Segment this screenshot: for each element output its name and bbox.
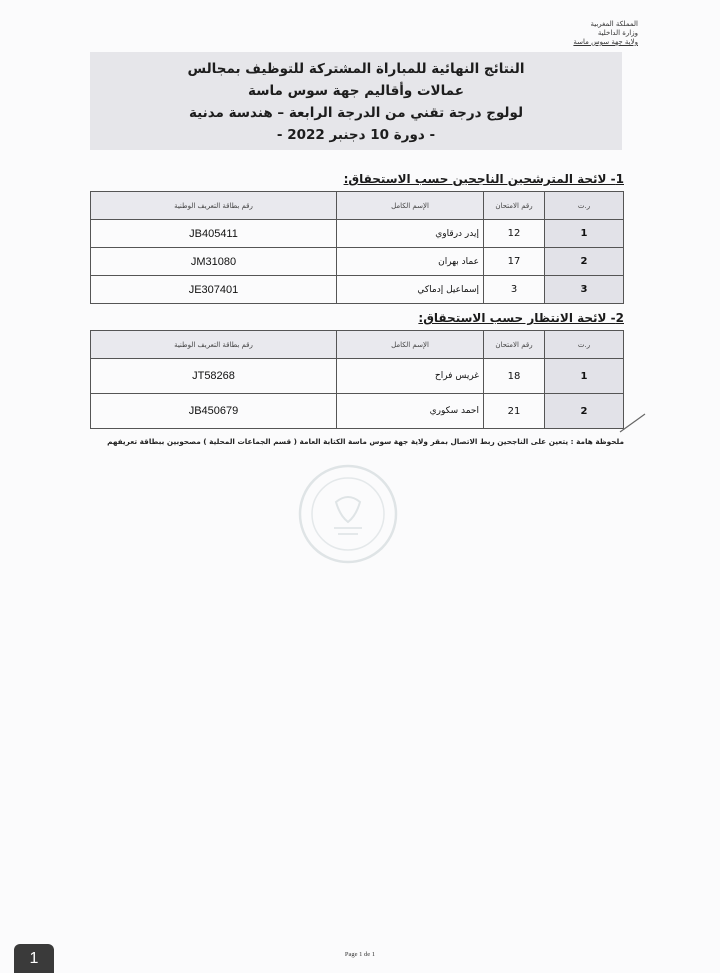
col-header-full-name: الإسم الكامل (337, 331, 484, 359)
col-header-national-id: رقم بطاقة التعريف الوطنية (91, 331, 337, 359)
cell-national-id: JT58268 (91, 359, 337, 394)
title-line-4: - دورة 10 دجنبر 2022 - (276, 127, 436, 143)
issuing-authority (573, 20, 638, 47)
table-row (91, 276, 624, 304)
org-line-wilaya: ولاية جهة سوس ماسة (573, 38, 638, 46)
table-row (91, 359, 624, 394)
successful-candidates-table (90, 191, 624, 304)
title-box (90, 52, 622, 150)
cell-rank: 2 (545, 394, 624, 429)
table-row (91, 394, 624, 429)
important-note: ملحوظة هامة : يتعين على الناجحين ربط الاتصال بمقر ولاية جهة سوس ماسة الكتابة العامة ( قسم الجماعات المحلية ) مصحوبين ببطاقة تعريفهم (107, 437, 624, 446)
title-line-2: عمالات وأقاليم جهة سوس ماسة (248, 83, 464, 99)
page-badge[interactable]: 1 (14, 944, 54, 973)
cell-full-name: إسماعيل إدماكي (337, 276, 484, 304)
cell-national-id: JB405411 (91, 220, 337, 248)
cell-full-name: عماد بهران (337, 248, 484, 276)
cell-national-id: JE307401 (91, 276, 337, 304)
cell-exam-number: 21 (484, 394, 545, 429)
table-header-row (91, 331, 624, 359)
table-header-row (91, 192, 624, 220)
cell-rank: 1 (545, 359, 624, 394)
cell-exam-number: 18 (484, 359, 545, 394)
cell-national-id: JM31080 (91, 248, 337, 276)
section-title-waiting-list: 2- لائحة الانتظار حسب الاستحقاق: (418, 311, 624, 325)
col-header-exam-number: رقم الامتحان (484, 331, 545, 359)
cell-full-name: إيدر درقاوي (337, 220, 484, 248)
title-line-1: النتائج النهائية للمباراة المشتركة للتوظيف بمجالس (187, 61, 525, 77)
section-title-successful: 1- لائحة المترشحين الناجحين حسب الاستحقاق: (343, 172, 624, 186)
waiting-list-table (90, 330, 624, 429)
cell-full-name: احمد سكوري (337, 394, 484, 429)
cell-full-name: غريس فراح (337, 359, 484, 394)
col-header-exam-number: رقم الامتحان (484, 192, 545, 220)
col-header-full-name: الإسم الكامل (337, 192, 484, 220)
col-header-rank: ر.ت (545, 192, 624, 220)
cell-national-id: JB450679 (91, 394, 337, 429)
col-header-rank: ر.ت (545, 331, 624, 359)
cell-rank: 2 (545, 248, 624, 276)
cell-exam-number: 17 (484, 248, 545, 276)
table-row (91, 220, 624, 248)
page-number-footer: Page 1 de 1 (344, 951, 376, 958)
pen-mark-icon (618, 410, 648, 436)
cell-exam-number: 12 (484, 220, 545, 248)
org-line-ministry: وزارة الداخلية (597, 29, 638, 37)
cell-exam-number: 3 (484, 276, 545, 304)
official-stamp-icon (296, 462, 400, 566)
col-header-national-id: رقم بطاقة التعريف الوطنية (91, 192, 337, 220)
cell-rank: 1 (545, 220, 624, 248)
org-line-kingdom: المملكة المغربية (590, 20, 638, 28)
cell-rank: 3 (545, 276, 624, 304)
table-row (91, 248, 624, 276)
title-line-3: لولوج درجة تقني من الدرجة الرابعة – هندسة مدنية (188, 105, 524, 121)
